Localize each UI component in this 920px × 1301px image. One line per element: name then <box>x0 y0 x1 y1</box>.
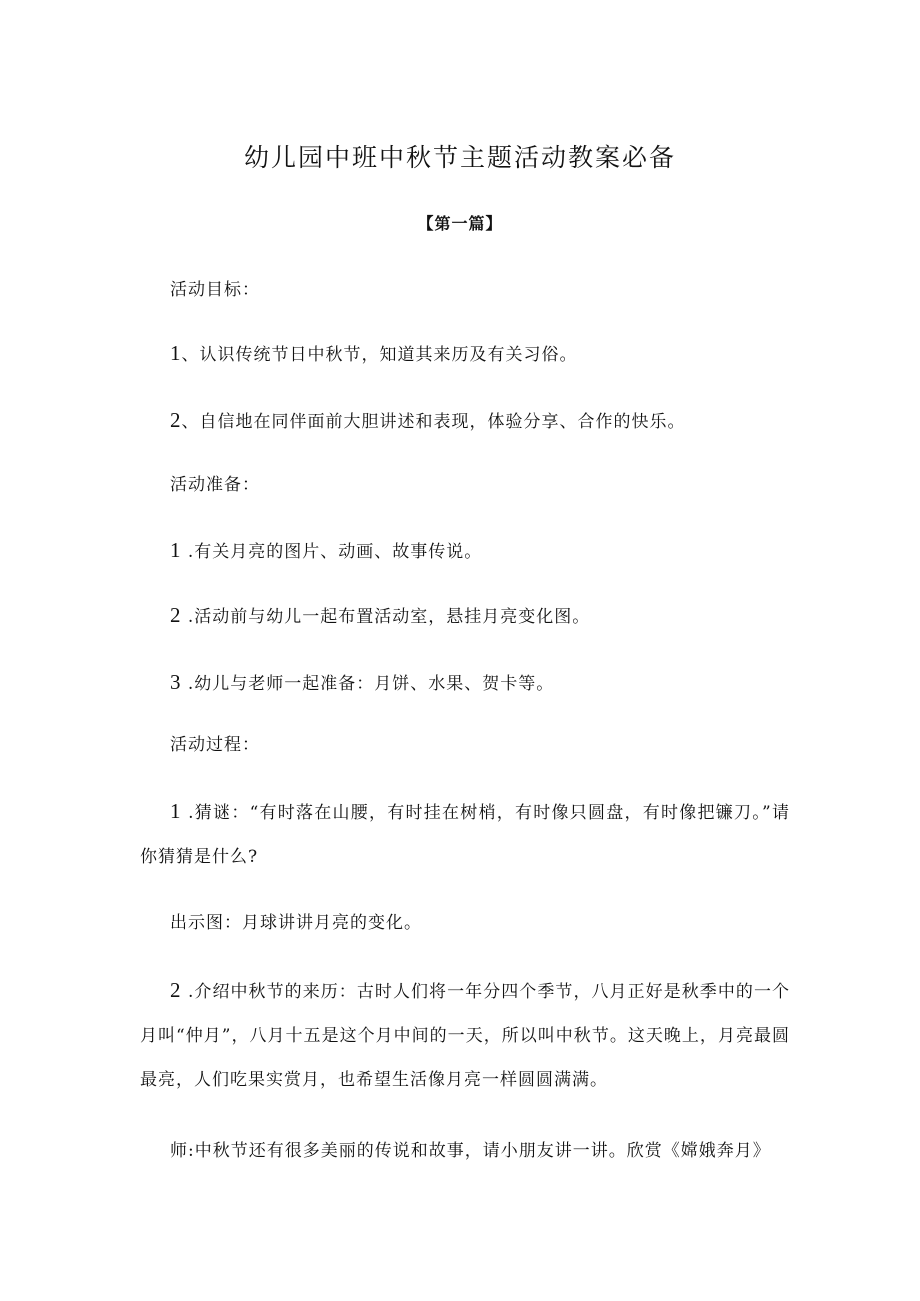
prep-item-1-number: 1 <box>170 538 182 562</box>
prep-item-3-number: 3 <box>170 670 182 694</box>
goal-item-1-number: 1 <box>170 341 182 365</box>
prep-item-2 <box>170 600 590 632</box>
process-step-1-text: .猜谜：“有时落在山腰，有时挂在树梢，有时像只圆盘，有时像把镰刀。”请你猜猜是什么? <box>140 803 790 867</box>
process-step-2 <box>140 968 790 1102</box>
prep-item-3-text: .幼儿与老师一起准备：月饼、水果、贺卡等。 <box>181 674 555 694</box>
process-step-2-number: 2 <box>170 978 182 1002</box>
prep-heading: 活动准备： <box>170 475 260 495</box>
document-title: 幼儿园中班中秋节主题活动教案必备 <box>243 143 676 172</box>
prep-item-1-text: .有关月亮的图片、动画、故事传说。 <box>181 542 483 562</box>
teacher-line: 师:中秋节还有很多美丽的传说和故事，请小朋友讲一讲。欣赏《嫦娥奔月》 <box>170 1141 771 1161</box>
process-step-2-text: .介绍中秋节的来历：古时人们将一年分四个季节，八月正好是秋季中的一个月叫“仲月”，八月十五是这个月中间的一天，所以叫中秋节。这天晚上，月亮最圆最亮，人们吃果实赏月，也希望生活像月亮一样圆圆满满。 <box>140 982 790 1090</box>
show-picture-line: 出示图：月球讲讲月亮的变化。 <box>170 913 422 933</box>
section-label: 【第一篇】 <box>417 214 503 233</box>
process-step-1 <box>140 789 790 879</box>
prep-item-2-text: .活动前与幼儿一起布置活动室，悬挂月亮变化图。 <box>181 607 591 627</box>
goals-heading: 活动目标： <box>170 280 260 300</box>
process-step-1-number: 1 <box>170 799 182 823</box>
goal-item-1-text: 、认识传统节日中秋节，知道其来历及有关习俗。 <box>181 345 578 365</box>
goal-item-2-text: 、自信地在同伴面前大胆讲述和表现，体验分享、合作的快乐。 <box>181 412 686 432</box>
process-heading: 活动过程： <box>170 735 260 755</box>
prep-item-2-number: 2 <box>170 603 182 627</box>
prep-item-3 <box>170 667 554 699</box>
goal-item-2 <box>170 405 686 437</box>
goal-item-2-number: 2 <box>170 408 182 432</box>
prep-item-1 <box>170 535 482 567</box>
goal-item-1 <box>170 338 578 370</box>
